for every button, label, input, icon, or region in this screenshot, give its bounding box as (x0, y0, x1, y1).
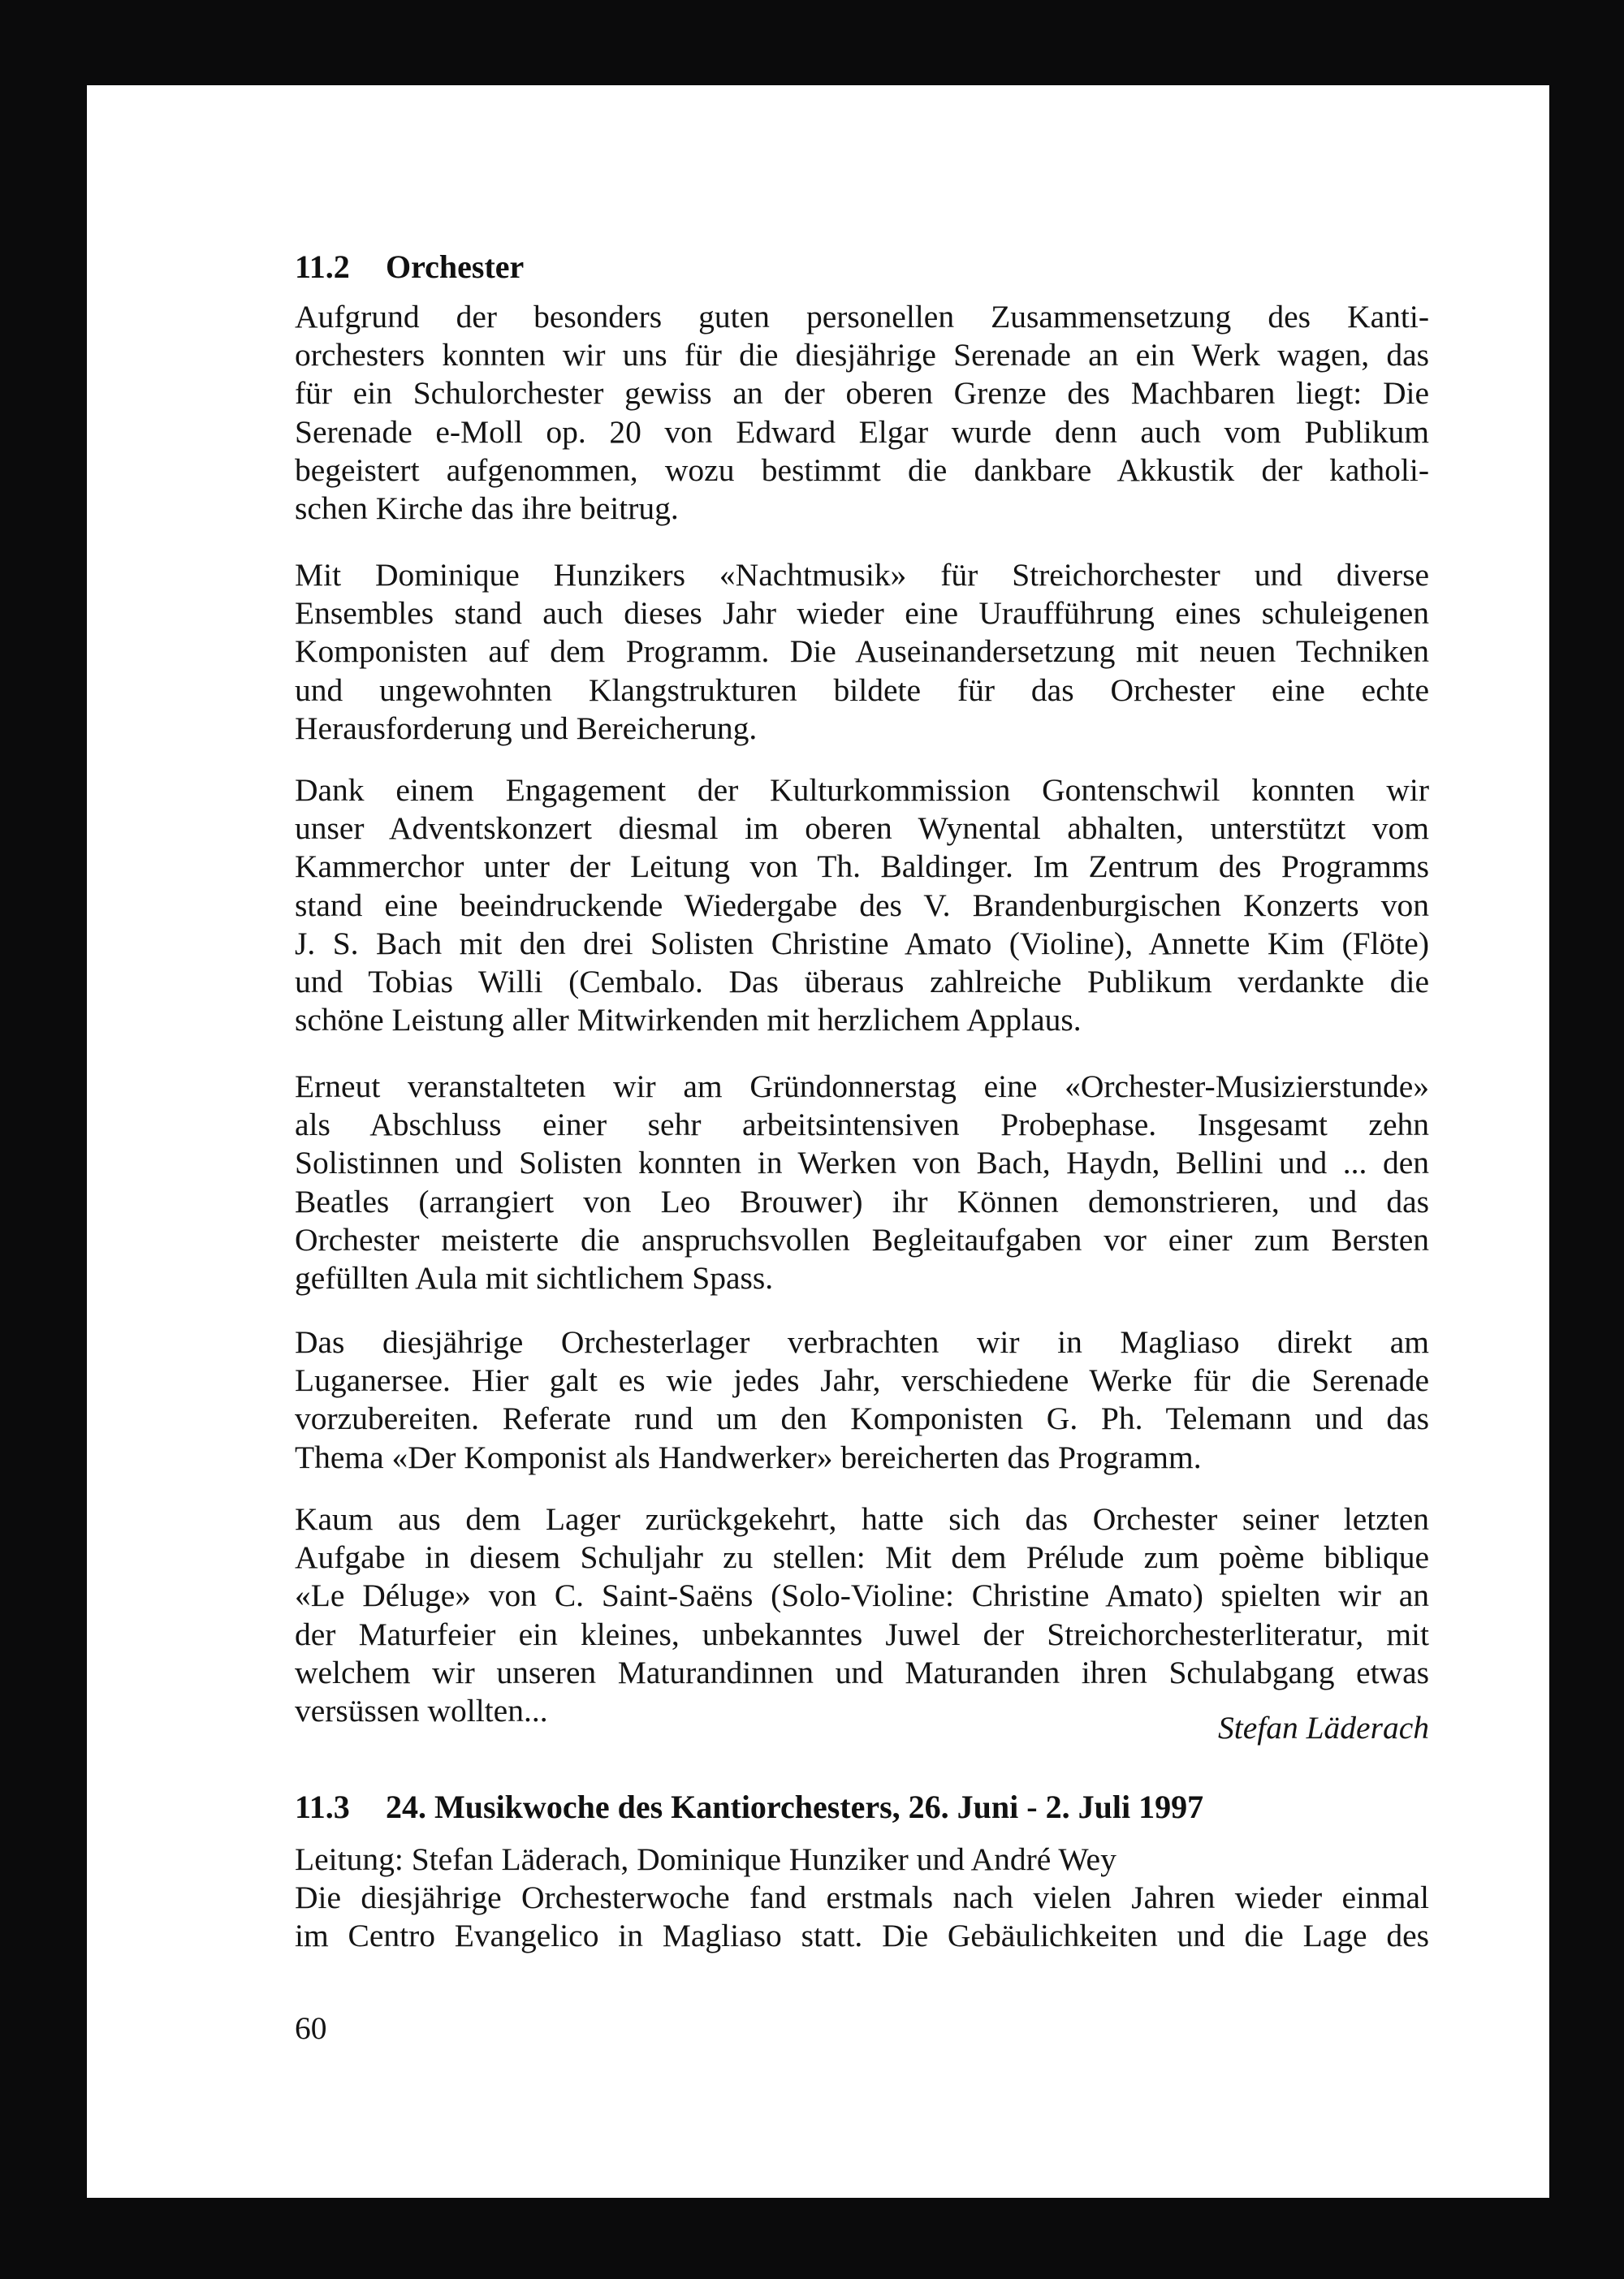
leitung-line: Leitung: Stefan Läderach, Dominique Hunziker und André Wey (295, 1841, 1116, 1877)
paragraph-musizierstunde (295, 1068, 1429, 1297)
section-heading (295, 248, 1429, 286)
text-line: vorzubereiten. Referate rund um den Komponisten G. Ph. Telemann und das (295, 1401, 1429, 1437)
text-line: «Le Déluge» von C. Saint-Saëns (Solo-Violine: Christine Amato) spielten wir an (295, 1578, 1429, 1614)
text-line: und ungewohnten Klangstrukturen bildete für das Orchester eine echte (295, 671, 1429, 708)
text-line: schöne Leistung aller Mitwirkenden mit herzlichem Applaus. (295, 1002, 1082, 1038)
text-line: gefüllten Aula mit sichtlichem Spass. (295, 1260, 774, 1297)
text-line: Erneut veranstalteten wir am Gründonnerstag eine «Orchester-Musizierstunde» (295, 1068, 1429, 1104)
text-line: versüssen wollten... (295, 1693, 548, 1729)
text-line: für ein Schulorchester gewiss an der oberen Grenze des Machbaren liegt: Die (295, 375, 1429, 412)
text-line: stand eine beeindruckende Wiedergabe des V. Brandenburgischen Konzerts von (295, 887, 1429, 923)
section-number: 11.3 (295, 1789, 350, 1825)
text-line: Das diesjährige Orchesterlager verbrachten wir in Magliaso direkt am (295, 1324, 1429, 1360)
text-line: Thema «Der Komponist als Handwerker» bereicherten das Programm. (295, 1439, 1202, 1475)
section-heading-11-2 (295, 248, 1429, 286)
section-heading (295, 1788, 1429, 1826)
text-line: J. S. Bach mit den drei Solisten Christine Amato (Violine), Annette Kim (Flöte) (295, 925, 1429, 961)
text-line: Herausforderung und Bereicherung. (295, 710, 758, 746)
text-line: Serenade e-Moll op. 20 von Edward Elgar wurde denn auch vom Publikum (295, 413, 1429, 450)
text-line: als Abschluss einer sehr arbeitsintensiven Probephase. Insgesamt zehn (295, 1107, 1429, 1143)
text-line: Dank einem Engagement der Kulturkommission Gontenschwil konnten wir (295, 772, 1429, 808)
text-line: Solistinnen und Solisten konnten in Werken von Bach, Haydn, Bellini und ... den (295, 1145, 1429, 1181)
text-line: orchesters konnten wir uns für die diesjährige Serenade an ein Werk wagen, das (295, 337, 1429, 373)
text-line: Orchester meisterte die anspruchsvollen Begleitaufgaben vor einer zum Bersten (295, 1221, 1429, 1258)
signature-block (295, 1709, 1429, 1747)
section-number: 11.2 (295, 248, 350, 285)
section-heading-11-3 (295, 1788, 1429, 1826)
text-line: Beatles (arrangiert von Leo Brouwer) ihr Können demonstrieren, und das (295, 1183, 1429, 1219)
text-line: Luganersee. Hier galt es wie jedes Jahr, verschiedene Werke für die Serenade (295, 1362, 1429, 1399)
paragraph-maturfeier (295, 1500, 1429, 1730)
section-title: 24. Musikwoche des Kantiorchesters, 26. Juni - 2. Juli 1997 (386, 1789, 1204, 1825)
text-line: Ensembles stand auch dieses Jahr wieder eine Uraufführung eines schuleigenen (295, 595, 1429, 632)
paragraph-musikwoche (295, 1879, 1429, 1955)
text-line: Kammerchor unter der Leitung von Th. Baldinger. Im Zentrum des Programms (295, 848, 1429, 885)
text-line: und Tobias Willi (Cembalo. Das überaus zahlreiche Publikum verdankte die (295, 964, 1429, 1000)
paragraph-adventskonzert (295, 771, 1429, 1039)
text-line: Aufgrund der besonders guten personellen Zusammensetzung des Kanti- (295, 299, 1429, 335)
text-line: Die diesjährige Orchesterwoche fand erstmals nach vielen Jahren wieder einmal (295, 1880, 1429, 1916)
text-line: im Centro Evangelico in Magliaso statt. Die Gebäulichkeiten und die Lage des (295, 1918, 1429, 1954)
paragraph-serenade (295, 298, 1429, 528)
text-line: Aufgabe in diesem Schuljahr zu stellen: Mit dem Prélude zum poème biblique (295, 1539, 1429, 1576)
paragraph-nachtmusik (295, 556, 1429, 748)
text-line: begeistert aufgenommen, wozu bestimmt die dankbare Akkustik der katholi- (295, 451, 1429, 488)
text-line: schen Kirche das ihre beitrug. (295, 490, 679, 527)
paragraph-orchesterlager (295, 1323, 1429, 1477)
text-line: Komponisten auf dem Programm. Die Auseinandersetzung mit neuen Techniken (295, 633, 1429, 670)
text-line: Kaum aus dem Lager zurückgekehrt, hatte sich das Orchester seiner letzten (295, 1501, 1429, 1537)
text-line: welchem wir unseren Maturandinnen und Maturanden ihren Schulabgang etwas (295, 1654, 1429, 1690)
author-signature: Stefan Läderach (1217, 1710, 1429, 1746)
page-number: 60 (295, 2010, 327, 2046)
page-footer (295, 2009, 1429, 2048)
section-title: Orchester (386, 248, 525, 285)
text-line: unser Adventskonzert diesmal im oberen Wynental abhalten, unterstützt vom (295, 810, 1429, 847)
musikwoche-body (295, 1841, 1429, 1956)
text-line: der Maturfeier ein kleines, unbekanntes Juwel der Streichorchesterliteratur, mit (295, 1616, 1429, 1652)
document-page (87, 85, 1549, 2198)
text-line: Mit Dominique Hunzikers «Nachtmusik» für Streichorchester und diverse (295, 557, 1429, 593)
